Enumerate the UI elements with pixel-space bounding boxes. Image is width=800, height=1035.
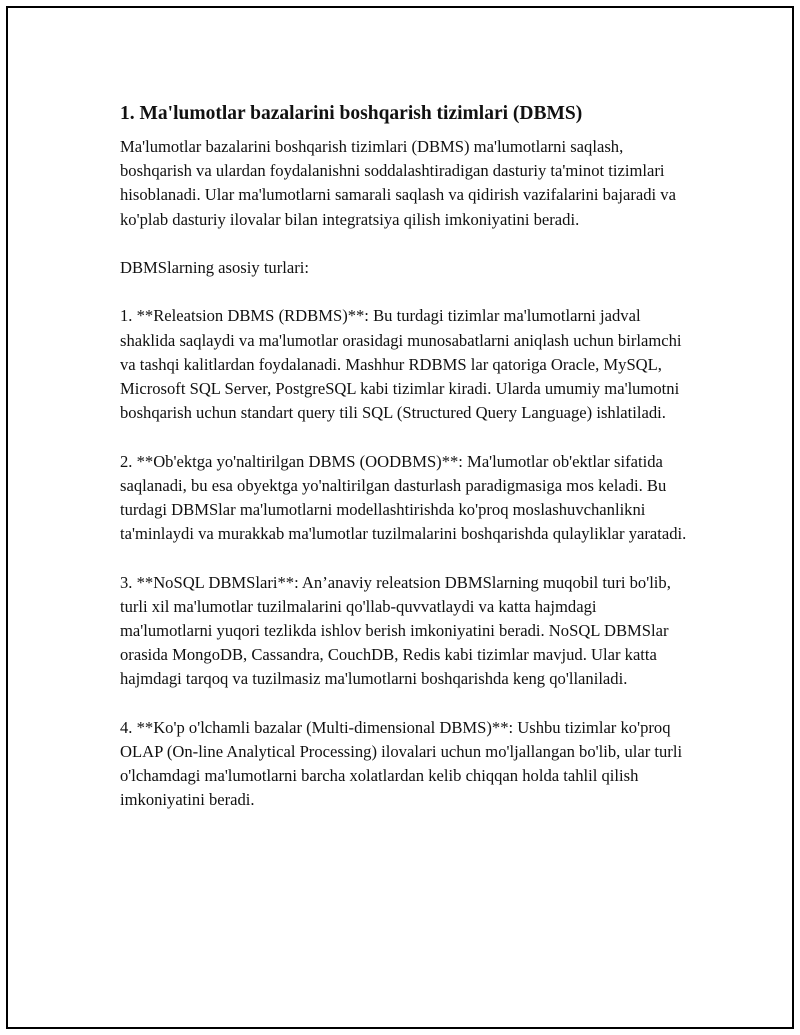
page-frame: [6, 6, 794, 1029]
nosql-paragraph: 3. **NoSQL DBMSlari**: An’anaviy releatsion DBMSlarning muqobil turi bo'lib, turli xil ma'lumotlar tuzilmalarini qo'llab-quvvatlaydi va katta hajmdagi ma'lumotlarni yuqori tezlikda ishlov berish imkoniyatini beradi. NoSQL DBMSlar orasida MongoDB, Cassandra, CouchDB, Redis kabi tizimlar mavjud. Ular katta hajmdagi tarqoq va tuzilmasiz ma'lumotlarni boshqarishda keng qo'llaniladi.: [120, 572, 671, 689]
section-heading: 1. Ma'lumotlar bazalarini boshqarish tizimlari (DBMS): [120, 103, 583, 124]
types-intro-paragraph: DBMSlarning asosiy turlari:: [120, 258, 309, 277]
multidimensional-paragraph: 4. **Ko'p o'lchamli bazalar (Multi-dimensional DBMS)**: Ushbu tizimlar ko'proq OLAP (On-line Analytical Processing) ilovalari uchun mo'ljallangan bo'lib, ular turli o'lchamdagi ma'lumotlarni barcha xolatlardan kelib chiqqan holda tahlil qilish imkoniyatini beradi.: [120, 717, 683, 810]
rdbms-paragraph: 1. **Releatsion DBMS (RDBMS)**: Bu turdagi tizimlar ma'lumotlarni jadval shaklida saqlaydi va ma'lumotlar orasidagi munosabatlarni aniqlash uchun birlamchi va tashqi kalitlardan foydalanadi. Mashhur RDBMS lar qatoriga Oracle, MySQL, Microsoft SQL Server, PostgreSQL kabi tizimlar kiradi. Ularda umumiy ma'lumotni boshqarish uchun standart query tili SQL (Structured Query Language) ishlatiladi.: [120, 306, 682, 423]
oodbms-paragraph: 2. **Ob'ektga yo'naltirilgan DBMS (OODBMS)**: Ma'lumotlar ob'ektlar sifatida saqlanadi, bu esa obyektga yo'naltirilgan dasturlash paradigmasiga mos keladi. Bu turdagi DBMSlar ma'lumotlarni modellashtirishda ko'proq moslashuvchanlikni ta'minlaydi va murakkab ma'lumotlar tuzilmalarini boshqarishda qulayliklar yaratadi.: [120, 451, 687, 544]
document-body: [120, 101, 692, 837]
intro-paragraph: Ma'lumotlar bazalarini boshqarish tizimlari (DBMS) ma'lumotlarni saqlash, boshqarish va ulardan foydalanishni soddalashtiradigan dasturiy ta'minot tizimlari hisoblanadi. Ular ma'lumotlarni samarali saqlash va qidirish vazifalarini bajaradi va ko'plab dasturiy ilovalar bilan integratsiya qilish imkoniyatini beradi.: [120, 137, 676, 229]
